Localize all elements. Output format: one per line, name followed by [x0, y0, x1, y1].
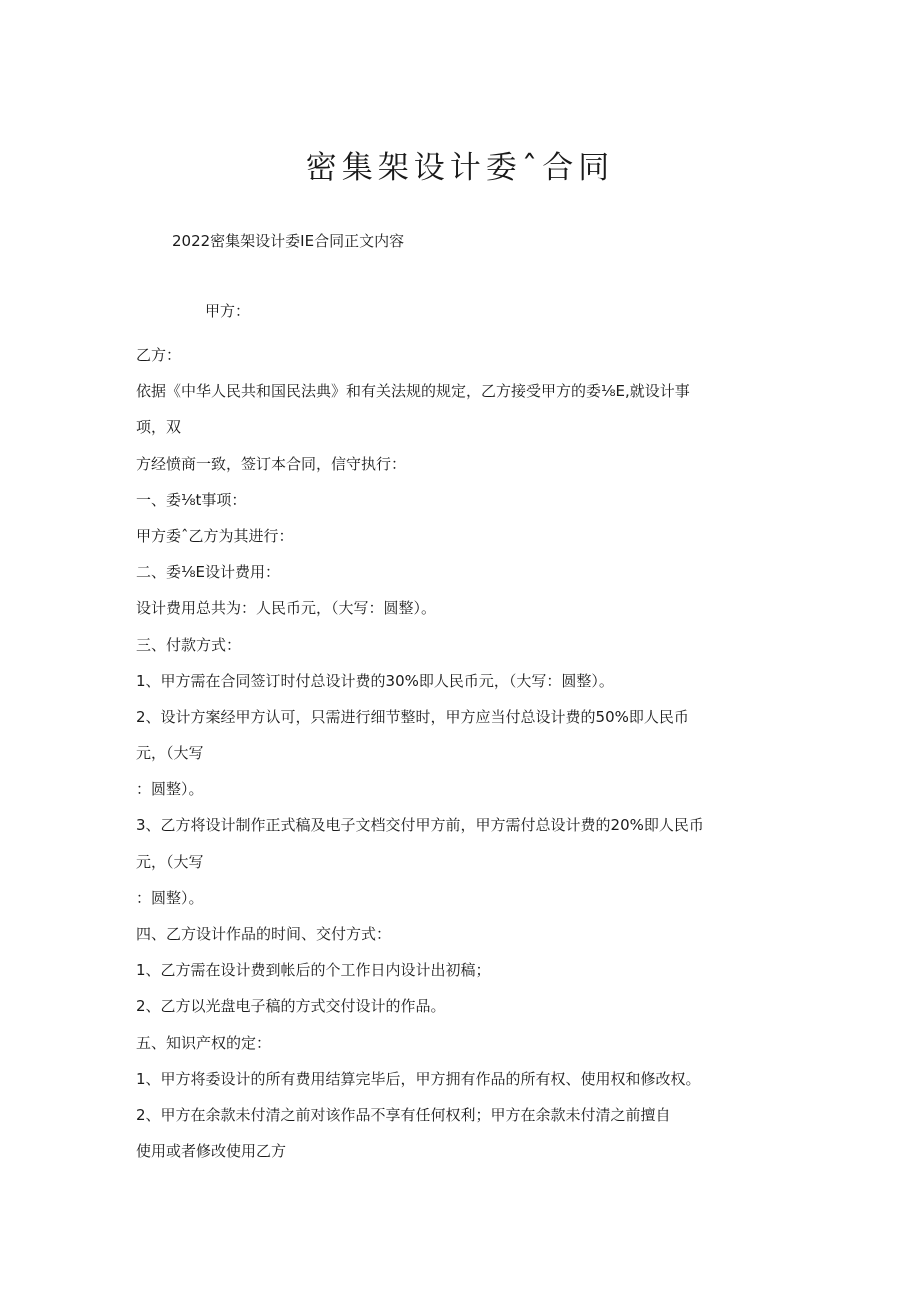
text-line: 使用或者修改使用乙方 [136, 1142, 287, 1161]
text-line: 项，双 [136, 418, 182, 437]
text-line: 3、乙方将设计制作正式稿及电子文档交付甲方前，甲方需付总设计费的20%即人民币 [136, 816, 704, 835]
section-heading: 三、付款方式： [136, 635, 242, 654]
section-heading: 二、委⅛E设计费用： [136, 563, 281, 582]
text-line: ：圆整）。 [136, 888, 204, 907]
text-line: ：圆整）。 [136, 780, 204, 799]
text-line: 元，（大写 [136, 744, 204, 763]
text-line: 设计费用总共为：人民币元，（大写：圆整）。 [136, 599, 437, 618]
text-line: 元，（大写 [136, 852, 204, 871]
document-title: 密集架设计委ˆ合同 [305, 150, 615, 186]
text-line: 2、设计方案经甲方认可，只需进行细节整时，甲方应当付总设计费的50%即人民币 [136, 707, 689, 726]
text-line: 甲方委ˆ乙方为其进行： [136, 526, 294, 545]
text-line: 乙方： [136, 346, 182, 364]
text-line: 1、乙方需在设计费到帐后的个工作日内设计出初稿； [136, 961, 491, 980]
party-a-label: 甲方： [205, 302, 251, 320]
section-heading: 一、委⅛t事项： [136, 490, 247, 509]
section-heading: 四、乙方设计作品的时间、交付方式： [136, 925, 392, 943]
text-line: 依据《中华人民共和国民法典》和有关法规的规定，乙方接受甲方的委⅛E,就设计事 [136, 382, 690, 401]
text-line: 2、甲方在余款未付清之前对该作品不享有任何权利；甲方在余款未付清之前擅自 [136, 1105, 671, 1124]
text-line: 方经愤商一致，签订本合同，信守执行： [136, 454, 407, 473]
text-line: 1、甲方需在合同签订时付总设计费的30%即人民币元，（大写：圆整）。 [136, 671, 614, 690]
contract-body [136, 337, 796, 1169]
document-subtitle: 2022密集架设计委IE合同正文内容 [172, 232, 405, 250]
text-line: 2、乙方以光盘电子稿的方式交付设计的作品。 [136, 997, 446, 1016]
section-heading: 五、知识产权的定： [136, 1033, 272, 1052]
text-line: 1、甲方将委设计的所有费用结算完毕后，甲方拥有作品的所有权、使用权和修改权。 [136, 1069, 701, 1088]
